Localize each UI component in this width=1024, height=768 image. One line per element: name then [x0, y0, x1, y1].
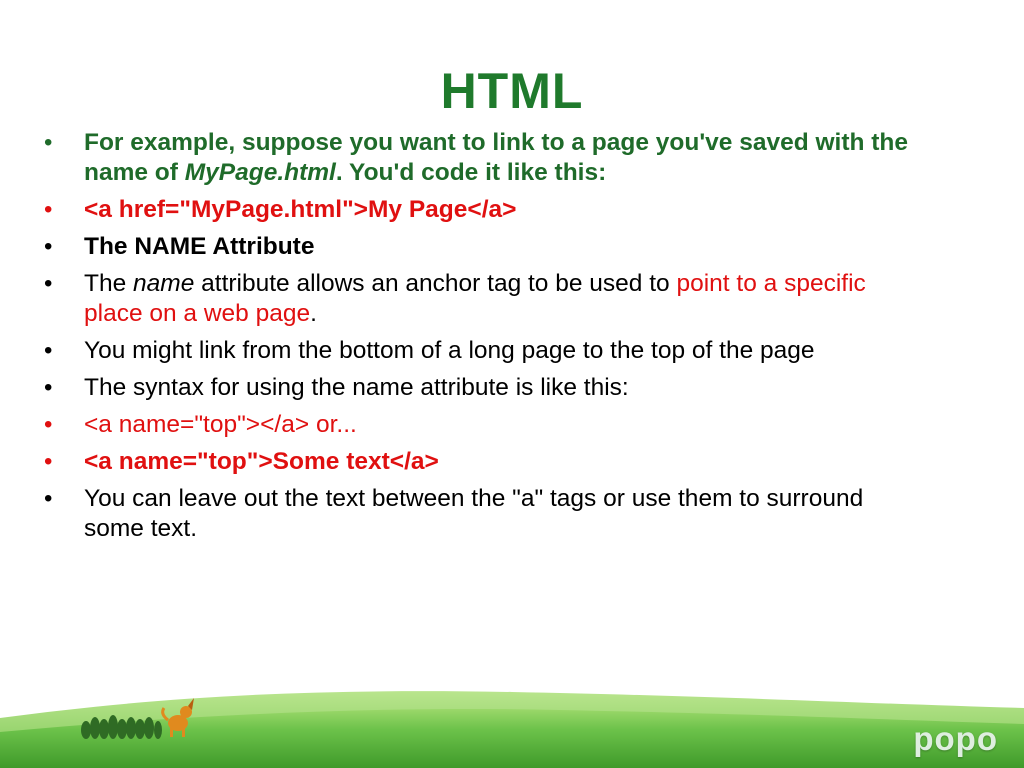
slide-title: HTML [440, 63, 584, 119]
bullet-item [44, 447, 924, 477]
bullet-dot-icon: • [44, 129, 53, 156]
bullet-dot-icon: • [44, 374, 53, 401]
popo-watermark: popo [913, 720, 998, 757]
bullet-item [44, 232, 924, 262]
bullet-dot-icon: • [44, 196, 53, 223]
bullet-item [44, 128, 924, 188]
bullet-dot-icon: • [44, 270, 53, 297]
bullet-text-segment: attribute allows an anchor tag to be used to [194, 270, 677, 297]
bullet-dot-icon: • [44, 485, 53, 512]
bullet-dot-icon: • [44, 337, 53, 364]
bullet-item [44, 484, 924, 544]
bullet-text-segment: You can leave out the text between the "a" tags or use them to surround some text. [84, 485, 864, 542]
bullet-dot-icon: • [44, 411, 53, 438]
bullet-text-segment: point to a specific place on a web page [84, 270, 866, 327]
bullet-text-segment: MyPage.html [184, 159, 336, 186]
bullet-text-segment: The syntax for using the name attribute is like this: [84, 374, 629, 401]
bullet-item [44, 373, 924, 403]
grass-footer [0, 668, 1024, 768]
bullet-text-segment: name [133, 270, 195, 297]
bullet-text-segment: The NAME Attribute [84, 233, 315, 260]
bullet-dot-icon: • [44, 233, 53, 260]
bullet-text-segment: You might link from the bottom of a long page to the top of the page [84, 337, 815, 364]
bullet-item [44, 336, 924, 366]
bullet-text-segment: . [310, 300, 317, 327]
grass-field-icon [0, 668, 1024, 768]
bullet-text-segment: For example, suppose you want to link to a page you've saved with the name of [84, 129, 909, 186]
bullet-dot-icon: • [44, 448, 53, 475]
bullet-text-segment: <a name="top">Some text</a> [84, 448, 439, 475]
bullet-item [44, 269, 924, 329]
bullet-text-segment: The [84, 270, 134, 297]
bullet-list [44, 128, 924, 551]
bullet-text-segment: <a href="MyPage.html">My Page</a> [84, 196, 517, 223]
bullet-text-segment: . You'd code it like this: [335, 159, 607, 186]
bullet-item [44, 195, 924, 225]
bullet-item [44, 410, 924, 440]
bullet-text-segment: <a name="top"></a> or... [84, 411, 357, 438]
